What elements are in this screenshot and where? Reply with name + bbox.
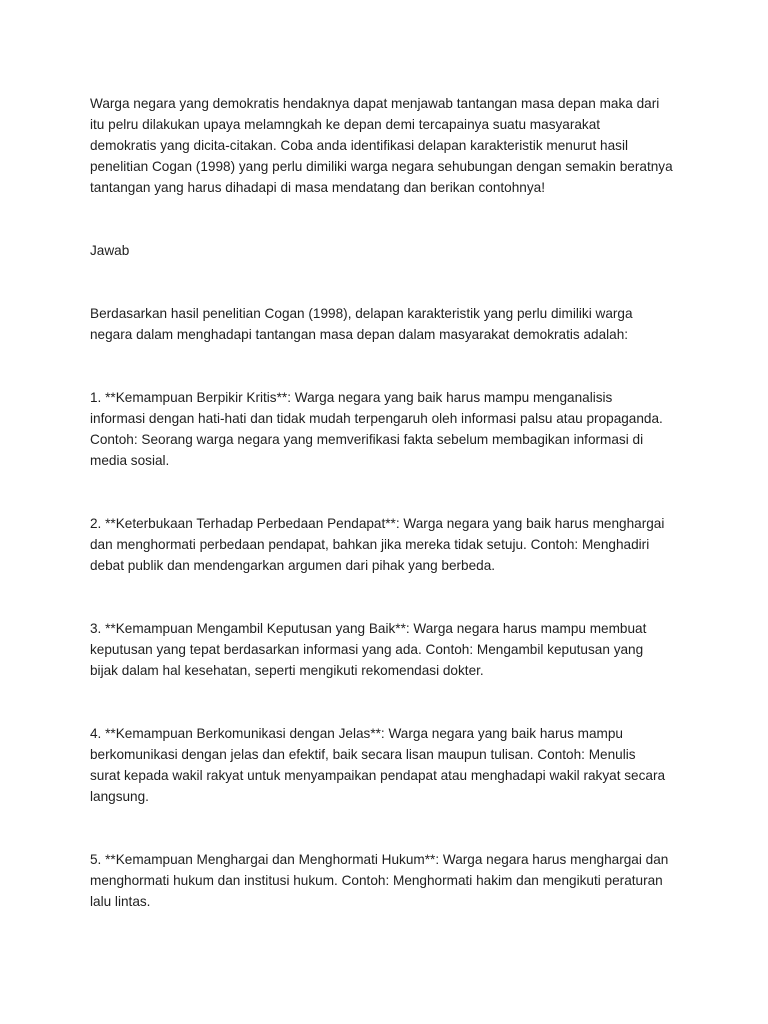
- question-paragraph: Warga negara yang demokratis hendaknya dapat menjawab tantangan masa depan maka dari itu pelru dilakukan upaya melamngkah ke depan demi tercapainya suatu masyarakat demokratis yang dicita-citakan. Coba anda identifikasi delapan karakteristik menurut hasil penelitian Cogan (1998) yang perlu dimiliki warga negara sehubungan dengan semakin beratnya tantangan yang harus dihadapi di masa mendatang dan berikan contohnya!: [90, 96, 673, 195]
- spacer: [90, 681, 690, 723]
- spacer: [90, 345, 690, 387]
- answer-label: Jawab: [90, 243, 130, 258]
- spacer: [90, 807, 690, 849]
- list-item-4: 4. **Kemampuan Berkomunikasi dengan Jelas**: Warga negara yang baik harus mampu berkomunikasi dengan jelas dan efektif, baik secara lisan maupun tulisan. Contoh: Menulis surat kepada wakil rakyat untuk menyampaikan pendapat atau menghadapi wakil rakyat secara langsung.: [90, 726, 666, 804]
- document-page: [90, 93, 690, 912]
- spacer: [90, 261, 690, 303]
- intro-paragraph: Berdasarkan hasil penelitian Cogan (1998), delapan karakteristik yang perlu dimiliki warga negara dalam menghadapi tantangan masa depan dalam masyarakat demokratis adalah:: [90, 306, 633, 342]
- list-item-1: 1. **Kemampuan Berpikir Kritis**: Warga negara yang baik harus mampu menganalisis informasi dengan hati-hati dan tidak mudah terpengaruh oleh informasi palsu atau propaganda. Contoh: Seorang warga negara yang memverifikasi fakta sebelum membagikan informasi di media sosial.: [90, 390, 663, 468]
- list-item-3: 3. **Kemampuan Mengambil Keputusan yang Baik**: Warga negara harus mampu membuat keputusan yang tepat berdasarkan informasi yang ada. Contoh: Mengambil keputusan yang bijak dalam hal kesehatan, seperti mengikuti rekomendasi dokter.: [90, 621, 647, 678]
- list-item-5: 5. **Kemampuan Menghargai dan Menghormati Hukum**: Warga negara harus menghargai dan menghormati hukum dan institusi hukum. Contoh: Menghormati hakim dan mengikuti peraturan lalu lintas.: [90, 852, 669, 909]
- spacer: [90, 576, 690, 618]
- spacer: [90, 471, 690, 513]
- list-item-2: 2. **Keterbukaan Terhadap Perbedaan Pendapat**: Warga negara yang baik harus menghargai dan menghormati perbedaan pendapat, bahkan jika mereka tidak setuju. Contoh: Menghadiri debat publik dan mendengarkan argumen dari pihak yang berbeda.: [90, 516, 665, 573]
- spacer: [90, 198, 690, 240]
